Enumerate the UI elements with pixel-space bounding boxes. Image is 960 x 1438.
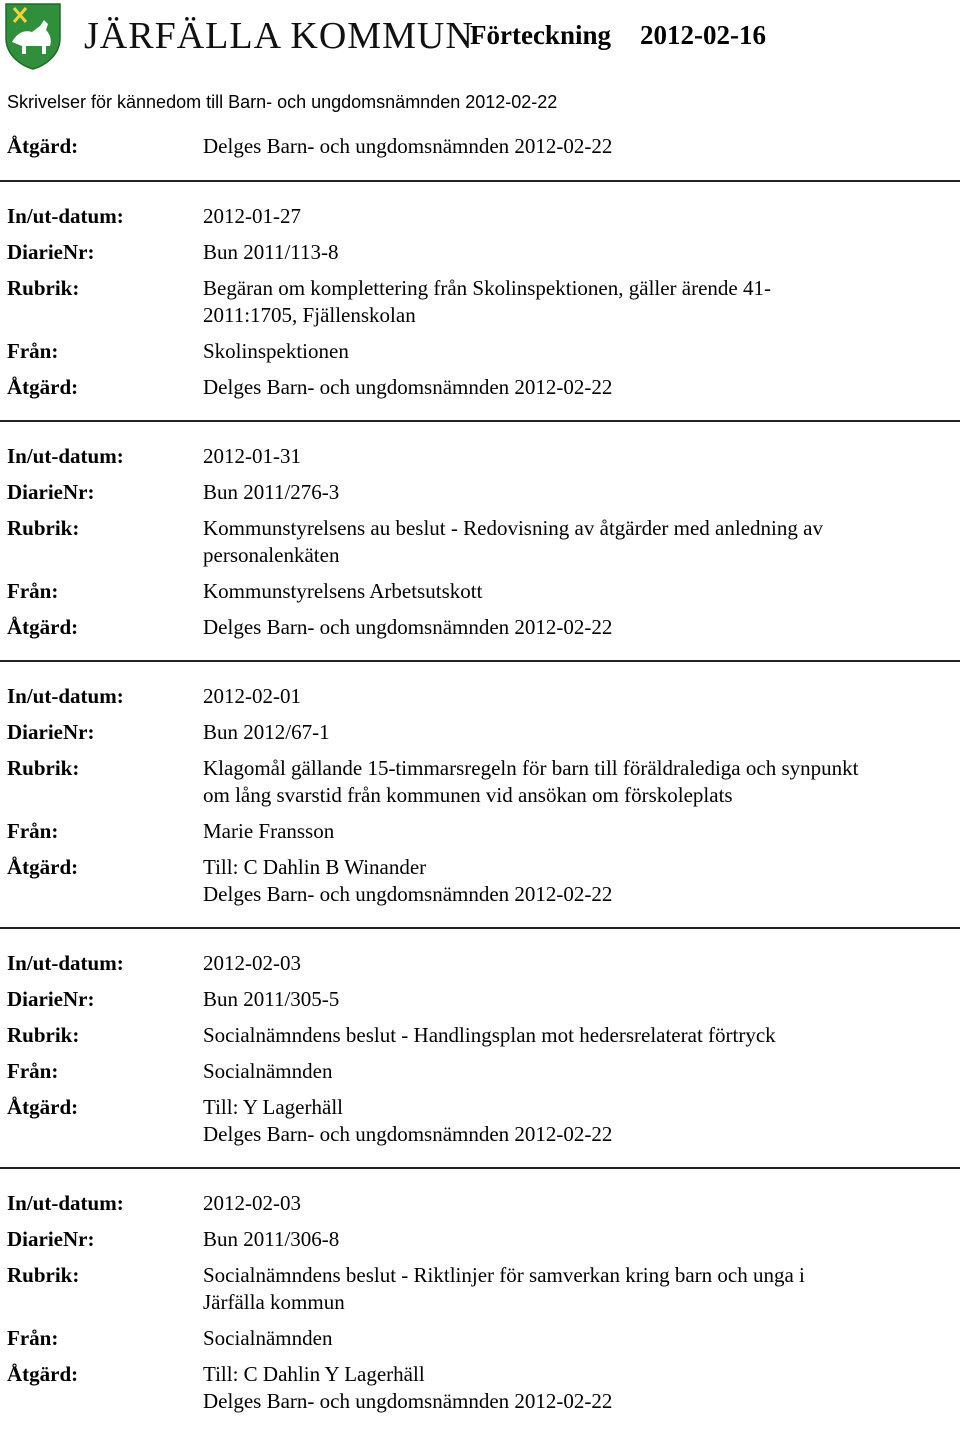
divider [0,180,960,182]
document-title: Förteckning [470,20,611,50]
field-label: DiarieNr: [7,1227,95,1251]
field-label: Rubrik: [7,276,80,300]
field-value: 2012-02-03 [203,951,301,975]
field-label: Åtgärd: [7,1362,79,1386]
field-value: personalenkäten [203,543,340,567]
field-value: Socialnämnden [203,1059,333,1083]
field-value: Delges Barn- och ungdomsnämnden 2012-02-22 [203,1389,613,1413]
field-label: Från: [7,819,59,843]
field-value: Bun 2011/276-3 [203,480,340,504]
field-label: Från: [7,1059,59,1083]
field-label: DiarieNr: [7,240,95,264]
field-value: Bun 2011/305-5 [203,987,340,1011]
field-label: Rubrik: [7,516,80,540]
field-label: In/ut-datum: [7,444,124,468]
field-value: Kommunstyrelsens Arbetsutskott [203,579,483,603]
field-label: In/ut-datum: [7,684,124,708]
field-label: DiarieNr: [7,480,95,504]
field-value: Till: C Dahlin B Winander [203,855,427,879]
field-value: Begäran om komplettering från Skolinspektionen, gäller ärende 41- [203,276,771,300]
field-label: In/ut-datum: [7,951,124,975]
field-label: Från: [7,579,59,603]
field-label: Rubrik: [7,1263,80,1287]
municipality-name: JÄRFÄLLA KOMMUN [84,15,474,57]
field-value: Marie Fransson [203,819,335,843]
field-label: Från: [7,339,59,363]
field-value: Delges Barn- och ungdomsnämnden 2012-02-22 [203,134,613,158]
field-value: Bun 2012/67-1 [203,720,330,744]
field-value: Delges Barn- och ungdomsnämnden 2012-02-22 [203,375,613,399]
document-date: 2012-02-16 [640,20,766,50]
field-value: Bun 2011/306-8 [203,1227,340,1251]
field-value: om lång svarstid från kommunen vid ansökan om förskoleplats [203,783,733,807]
field-value: Socialnämndens beslut - Riktlinjer för samverkan kring barn och unga i [203,1263,805,1287]
field-label: Från: [7,1326,59,1350]
field-value: Kommunstyrelsens au beslut - Redovisning av åtgärder med anledning av [203,516,823,540]
field-value: Till: Y Lagerhäll [203,1095,343,1119]
field-label: In/ut-datum: [7,1191,124,1215]
field-label: Åtgärd: [7,1095,79,1119]
field-label: Rubrik: [7,756,80,780]
field-value: Delges Barn- och ungdomsnämnden 2012-02-22 [203,615,613,639]
field-value: Socialnämndens beslut - Handlingsplan mot hedersrelaterat förtryck [203,1023,776,1047]
field-value: Järfälla kommun [203,1290,345,1314]
field-label: Åtgärd: [7,134,79,158]
field-value: Till: C Dahlin Y Lagerhäll [203,1362,425,1386]
field-label: Åtgärd: [7,375,79,399]
field-value: 2012-02-03 [203,1191,301,1215]
field-value: Klagomål gällande 15-timmarsregeln för barn till föräldralediga och synpunkt [203,756,859,780]
field-label: Åtgärd: [7,855,79,879]
page-header [0,0,960,80]
jarfalla-coat-of-arms-icon [4,2,62,70]
divider [0,927,960,929]
field-value: Delges Barn- och ungdomsnämnden 2012-02-22 [203,882,613,906]
field-label: DiarieNr: [7,987,95,1011]
field-value: Bun 2011/113-8 [203,240,339,264]
field-value: Socialnämnden [203,1326,333,1350]
field-value: 2012-01-31 [203,444,301,468]
divider [0,1167,960,1169]
divider [0,420,960,422]
field-label: In/ut-datum: [7,204,124,228]
field-label: DiarieNr: [7,720,95,744]
field-value: 2012-02-01 [203,684,301,708]
field-label: Åtgärd: [7,615,79,639]
field-value: Skolinspektionen [203,339,349,363]
divider [0,660,960,662]
field-value: 2011:1705, Fjällenskolan [203,303,416,327]
document-subtitle: Skrivelser för kännedom till Barn- och ungdomsnämnden 2012-02-22 [7,92,558,112]
field-value: Delges Barn- och ungdomsnämnden 2012-02-22 [203,1122,613,1146]
field-value: 2012-01-27 [203,204,301,228]
field-label: Rubrik: [7,1023,80,1047]
